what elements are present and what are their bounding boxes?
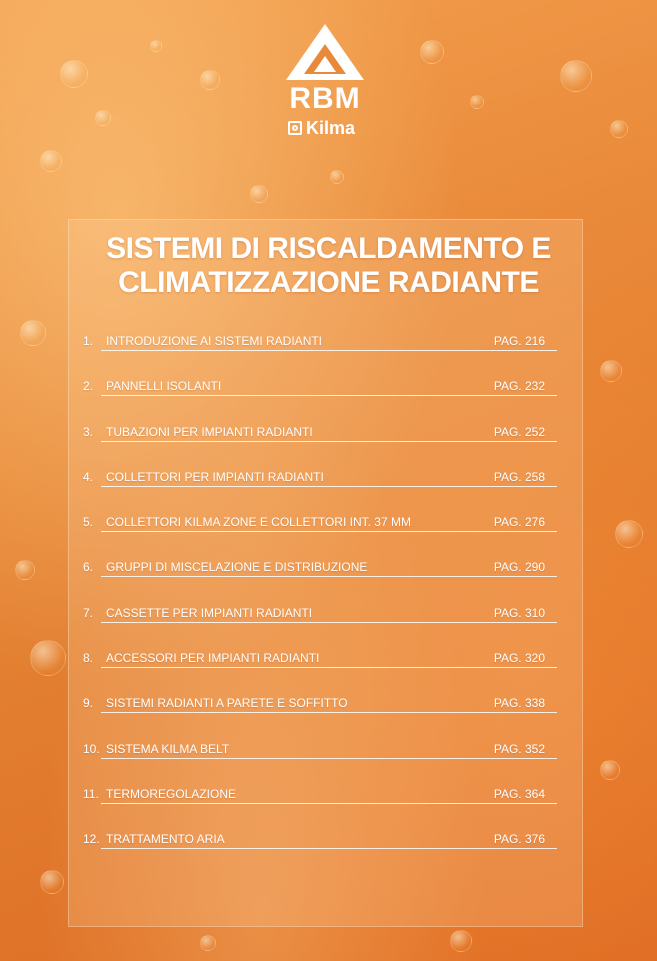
toc-number: 3. xyxy=(83,424,94,439)
toc-label: INTRODUZIONE AI SISTEMI RADIANTI xyxy=(106,334,323,348)
toc-label: CASSETTE PER IMPIANTI RADIANTI xyxy=(106,605,313,620)
toc-number: 6. xyxy=(83,560,94,575)
toc-page: PAG. 364 xyxy=(493,786,545,801)
toc-label: GRUPPI DI MISCELAZIONE E DISTRIBUZIONE xyxy=(106,560,368,575)
toc-page: PAG. 276 xyxy=(493,515,545,530)
toc-item[interactable] xyxy=(83,330,557,375)
sub-brand-label: Kilma xyxy=(306,117,356,138)
toc-underline xyxy=(101,848,557,849)
toc-label: TUBAZIONI PER IMPIANTI RADIANTI xyxy=(106,424,313,439)
toc-item[interactable] xyxy=(83,421,557,466)
toc-underline xyxy=(101,712,557,713)
toc-item[interactable] xyxy=(83,828,557,873)
toc-page: PAG. 376 xyxy=(493,832,545,847)
toc-number: 8. xyxy=(83,651,94,666)
toc-label: COLLETTORI KILMA ZONE E COLLETTORI INT. 37 MM xyxy=(106,515,411,530)
title-line-2: CLIMATIZZAZIONE RADIANTE xyxy=(118,266,539,299)
toc-label: ACCESSORI PER IMPIANTI RADIANTI xyxy=(106,651,320,666)
toc-label: COLLETTORI PER IMPIANTI RADIANTI xyxy=(106,469,324,484)
toc-label: SISTEMA KILMA BELT xyxy=(106,741,230,756)
toc-item[interactable] xyxy=(83,602,557,647)
toc-underline xyxy=(101,486,557,487)
toc-page: PAG. 290 xyxy=(493,560,545,575)
title-line-1: SISTEMI DI RISCALDAMENTO E xyxy=(106,232,551,265)
toc-page: PAG. 258 xyxy=(493,469,545,484)
toc-item[interactable] xyxy=(83,466,557,511)
toc-underline xyxy=(101,441,557,442)
toc-page: PAG. 252 xyxy=(493,424,545,439)
kilma-mark-icon xyxy=(288,121,302,135)
toc-underline xyxy=(101,622,557,623)
toc-page: PAG. 352 xyxy=(493,741,545,756)
toc-item[interactable] xyxy=(83,375,557,420)
toc-page: PAG. 310 xyxy=(493,605,545,620)
triangle-logo-icon xyxy=(284,22,366,82)
toc-underline xyxy=(101,576,557,577)
toc-underline xyxy=(101,350,557,351)
toc-number: 12. xyxy=(83,832,100,847)
table-of-contents xyxy=(83,330,557,874)
toc-page: PAG. 338 xyxy=(493,696,545,711)
toc-page: PAG. 232 xyxy=(493,379,545,394)
toc-label: PANNELLI ISOLANTI xyxy=(106,379,222,394)
toc-page: PAG. 216 xyxy=(493,334,545,348)
toc-item[interactable] xyxy=(83,783,557,828)
toc-underline xyxy=(101,758,557,759)
rbm-kilma-logo xyxy=(284,22,366,140)
sub-brand xyxy=(288,118,355,138)
toc-number: 5. xyxy=(83,515,94,530)
toc-number: 7. xyxy=(83,605,94,620)
toc-underline xyxy=(101,395,557,396)
toc-label: TERMOREGOLAZIONE xyxy=(106,786,237,801)
toc-underline xyxy=(101,667,557,668)
toc-label: SISTEMI RADIANTI A PARETE E SOFFITTO xyxy=(106,696,348,711)
page-title xyxy=(0,232,657,300)
toc-number: 10. xyxy=(83,741,100,756)
toc-underline xyxy=(101,531,557,532)
toc-item[interactable] xyxy=(83,692,557,737)
brand-name: RBM xyxy=(289,82,361,115)
toc-item[interactable] xyxy=(83,511,557,556)
toc-item[interactable] xyxy=(83,738,557,783)
toc-item[interactable] xyxy=(83,647,557,692)
toc-number: 11. xyxy=(83,786,99,801)
toc-number: 4. xyxy=(83,469,94,484)
toc-number: 9. xyxy=(83,696,94,711)
toc-number: 2. xyxy=(83,379,94,394)
toc-number: 1. xyxy=(83,334,94,348)
toc-item[interactable] xyxy=(83,556,557,601)
toc-page: PAG. 320 xyxy=(493,651,545,666)
toc-label: TRATTAMENTO ARIA xyxy=(106,832,225,847)
toc-underline xyxy=(101,803,557,804)
